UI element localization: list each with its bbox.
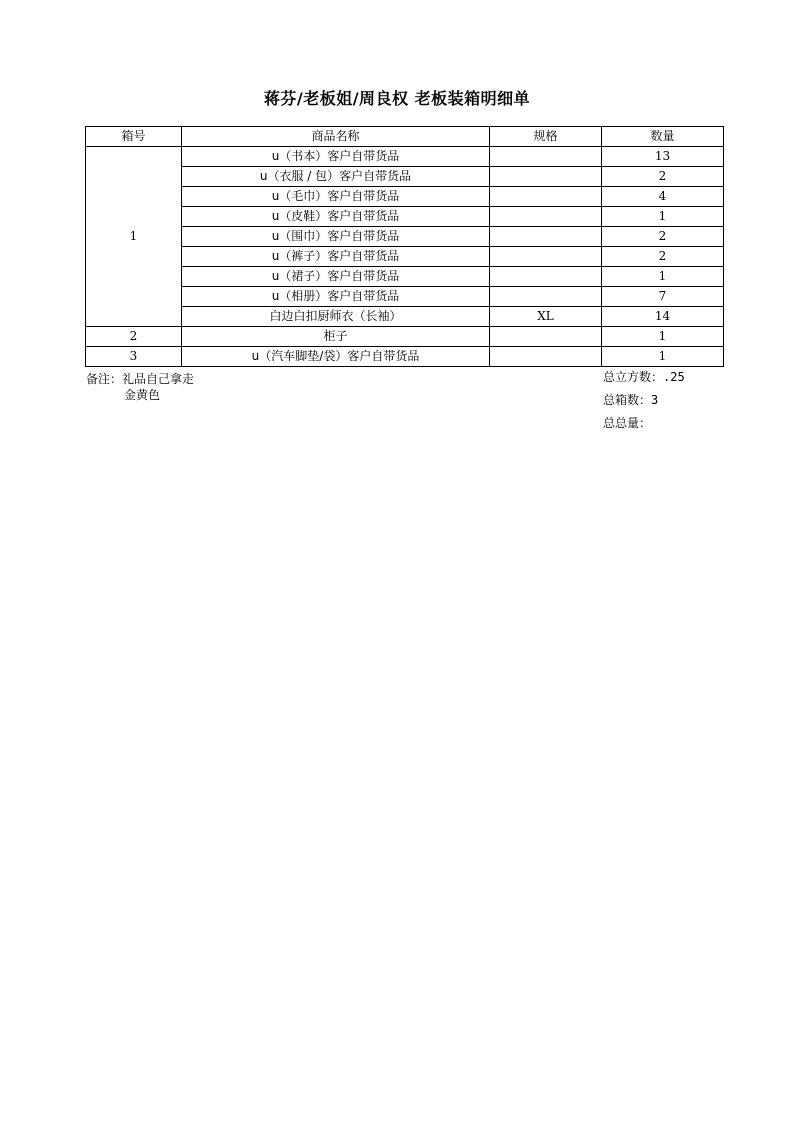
spec-cell: [490, 347, 602, 367]
product-name-cell: u（毛巾）客户自带货品: [182, 187, 490, 207]
total-boxes-label: 总箱数：: [603, 393, 652, 407]
document-title: 蒋芬/老板姐/周良权 老板装箱明细单: [263, 89, 531, 108]
box-number-cell: 2: [86, 327, 182, 347]
table-row: [86, 167, 724, 187]
notes-text-1: 礼品自己拿走: [122, 372, 195, 386]
spec-cell: [490, 327, 602, 347]
spec-cell: XL: [490, 307, 602, 327]
header-quantity: 数量: [602, 127, 724, 147]
spec-cell: [490, 247, 602, 267]
quantity-cell: 1: [602, 207, 724, 227]
spec-cell: [490, 227, 602, 247]
product-name-cell: u（围巾）客户自带货品: [182, 227, 490, 247]
spec-cell: [490, 187, 602, 207]
notes-label: 备注：: [86, 372, 123, 386]
product-name-cell: u（裤子）客户自带货品: [182, 247, 490, 267]
quantity-cell: 7: [602, 287, 724, 307]
spec-cell: [490, 287, 602, 307]
table-row: [86, 147, 724, 167]
header-spec: 规格: [490, 127, 602, 147]
product-name-cell: 柜子: [182, 327, 490, 347]
table-row: [86, 307, 724, 327]
product-name-cell: u（裙子）客户自带货品: [182, 267, 490, 287]
table-row: [86, 267, 724, 287]
table-row: [86, 207, 724, 227]
notes-section: [86, 371, 194, 403]
total-boxes: [603, 392, 685, 415]
table-row: [86, 287, 724, 307]
product-name-cell: u（皮鞋）客户自带货品: [182, 207, 490, 227]
spec-cell: [490, 207, 602, 227]
quantity-cell: 2: [602, 167, 724, 187]
total-weight: [603, 415, 685, 438]
table-row: [86, 327, 724, 347]
total-volume: [603, 369, 685, 392]
table-row: [86, 247, 724, 267]
quantity-cell: 14: [602, 307, 724, 327]
table-header-row: [86, 127, 724, 147]
total-boxes-value: 3: [651, 393, 659, 407]
packing-list-table: [85, 126, 724, 367]
spec-cell: [490, 167, 602, 187]
quantity-cell: 1: [602, 327, 724, 347]
header-product-name: 商品名称: [182, 127, 490, 147]
quantity-cell: 4: [602, 187, 724, 207]
total-volume-value: .25: [663, 370, 685, 384]
table-row: [86, 187, 724, 207]
quantity-cell: 1: [602, 267, 724, 287]
notes-text-2: 金黄色: [124, 388, 161, 402]
box-number-cell: 1: [86, 147, 182, 327]
total-volume-label: 总立方数：: [603, 370, 664, 384]
product-name-cell: u（相册）客户自带货品: [182, 287, 490, 307]
box-number-cell: 3: [86, 347, 182, 367]
notes-line-1: [86, 371, 194, 387]
table-row: [86, 347, 724, 367]
header-box-no: 箱号: [86, 127, 182, 147]
product-name-cell: 白边白扣厨师衣（长袖）: [182, 307, 490, 327]
notes-line-2: [86, 387, 194, 403]
summary-section: [603, 369, 685, 438]
quantity-cell: 2: [602, 227, 724, 247]
quantity-cell: 1: [602, 347, 724, 367]
spec-cell: [490, 147, 602, 167]
spec-cell: [490, 267, 602, 287]
quantity-cell: 13: [602, 147, 724, 167]
table-row: [86, 227, 724, 247]
product-name-cell: u（衣服 / 包）客户自带货品: [182, 167, 490, 187]
product-name-cell: u（汽车脚垫/袋）客户自带货品: [182, 347, 490, 367]
quantity-cell: 2: [602, 247, 724, 267]
product-name-cell: u（书本）客户自带货品: [182, 147, 490, 167]
total-weight-label: 总总量：: [603, 416, 652, 430]
